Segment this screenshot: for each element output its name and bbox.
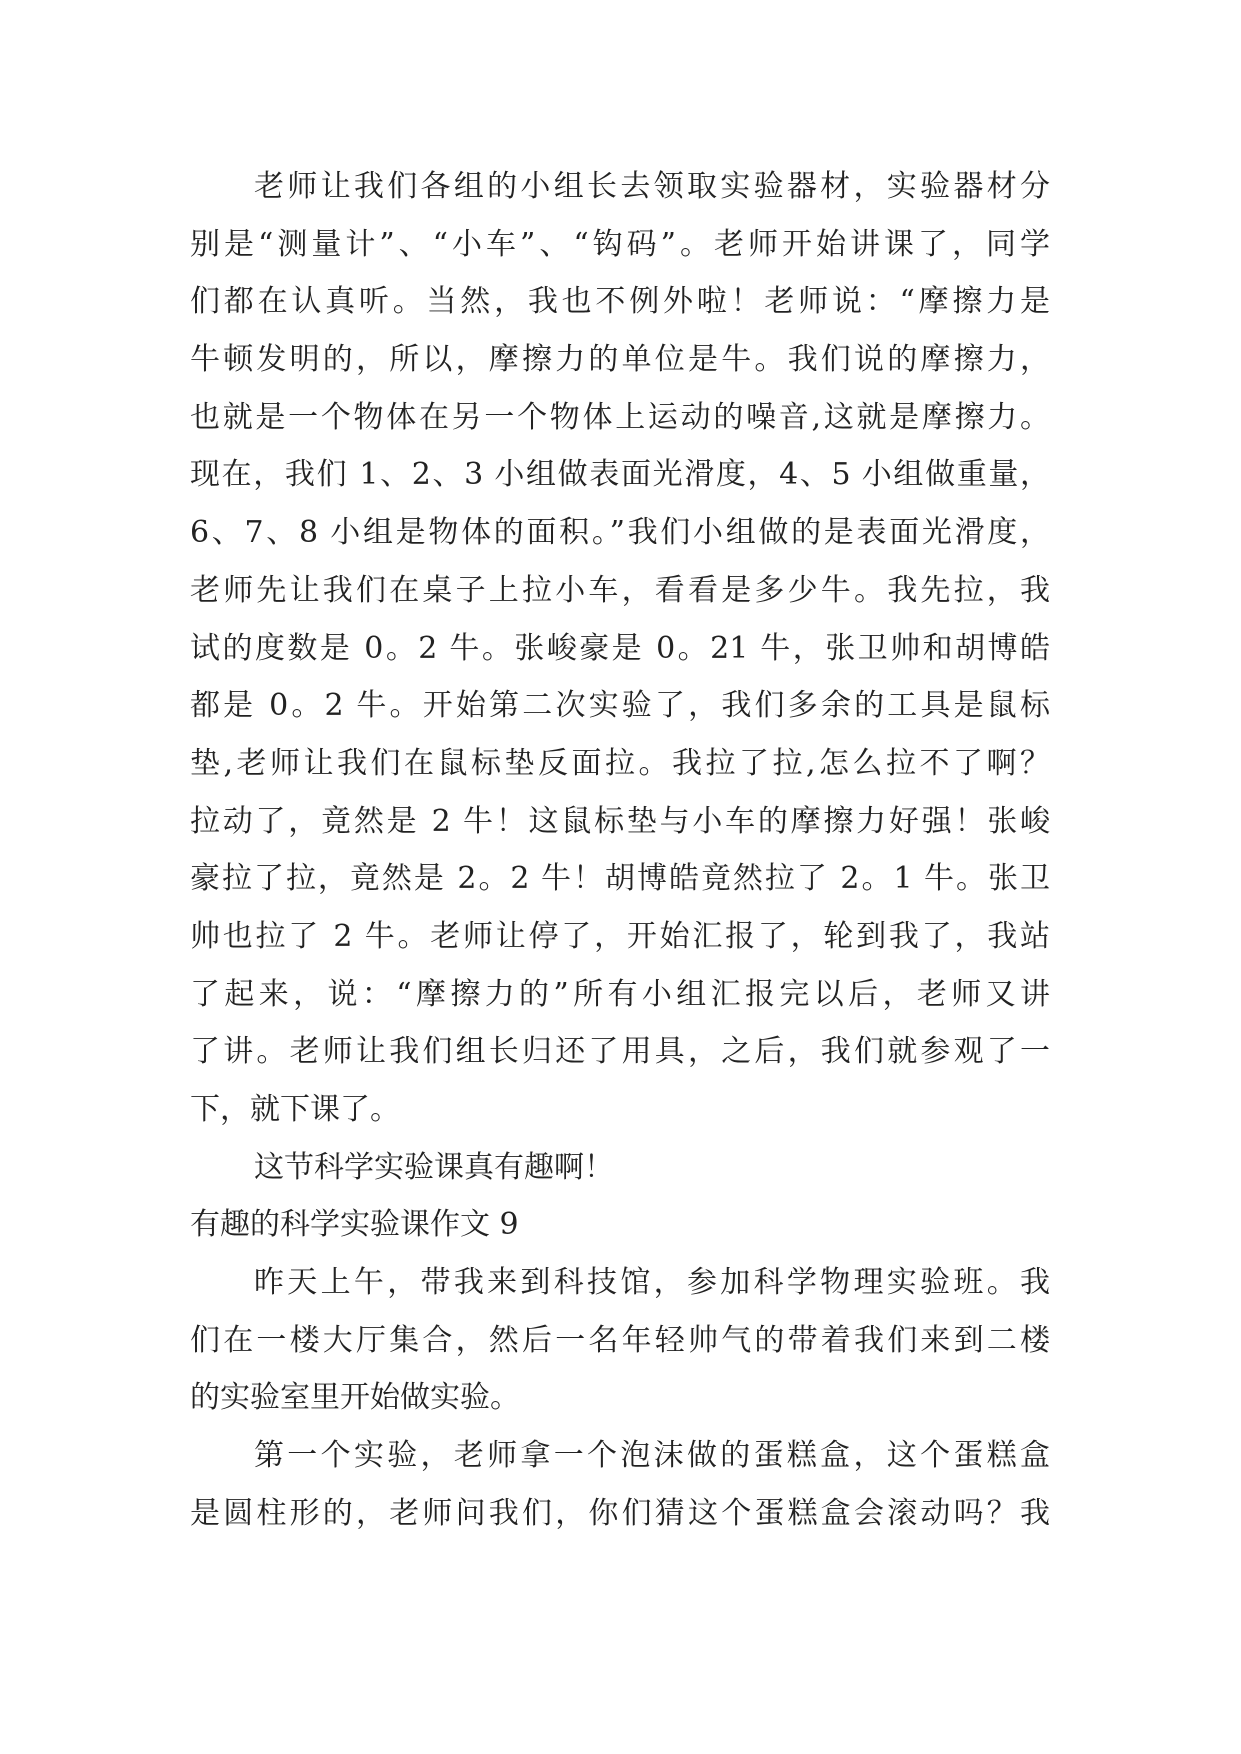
text-line: 帅也拉了 2 牛。老师让停了，开始汇报了，轮到我了，我站 — [190, 918, 1050, 954]
text-line: 昨天上午，带我来到科技馆，参加科学物理实验班。我 — [254, 1265, 1050, 1301]
text-line: 豪拉了拉，竟然是 2。2 牛！胡博皓竟然拉了 2。1 牛。张卫 — [190, 861, 1050, 897]
text-line: 别是“测量计”、“小车”、“钩码”。老师开始讲课了，同学 — [190, 226, 1050, 262]
text-line: 们都在认真听。当然，我也不例外啦！老师说：“摩擦力是 — [190, 284, 1050, 320]
text-line: 现在，我们 1、2、3 小组做表面光滑度，4、5 小组做重量， — [190, 457, 1050, 493]
text-line: 了讲。老师让我们组长归还了用具，之后，我们就参观了一 — [190, 1034, 1050, 1070]
text-line: 老师让我们各组的小组长去领取实验器材，实验器材分 — [254, 169, 1050, 204]
text-line: 是圆柱形的，老师问我们，你们猜这个蛋糕盒会滚动吗？我 — [190, 1495, 1050, 1531]
text-line: 6、7、8 小组是物体的面积。”我们小组做的是表面光滑度， — [190, 515, 1050, 551]
text-line: 也就是一个物体在另一个物体上运动的噪音,这就是摩擦力。 — [190, 399, 1050, 435]
text-line: 这节科学实验课真有趣啊！ — [254, 1149, 614, 1185]
text-line: 试的度数是 0。2 牛。张峻豪是 0。21 牛，张卫帅和胡博皓 — [190, 630, 1050, 666]
text-line: 老师先让我们在桌子上拉小车，看看是多少牛。我先拉，我 — [190, 572, 1050, 608]
text-line: 下，就下课了。 — [190, 1092, 400, 1127]
text-line: 的实验室里开始做实验。 — [190, 1380, 520, 1416]
text-line: 了起来，说：“摩擦力的”所有小组汇报完以后，老师又讲 — [190, 976, 1050, 1012]
text-line: 都是 0。2 牛。开始第二次实验了，我们多余的工具是鼠标 — [190, 688, 1050, 724]
text-line: 牛顿发明的，所以，摩擦力的单位是牛。我们说的摩擦力， — [190, 342, 1050, 378]
text-line: 第一个实验，老师拿一个泡沫做的蛋糕盒，这个蛋糕盒 — [254, 1438, 1050, 1474]
text-line: 有趣的科学实验课作文 9 — [190, 1207, 519, 1243]
document-body — [190, 158, 1050, 1543]
text-line: 们在一楼大厅集合，然后一名年轻帅气的带着我们来到二楼 — [190, 1322, 1050, 1358]
text-line: 拉动了，竟然是 2 牛！这鼠标垫与小车的摩擦力好强！张峻 — [190, 803, 1050, 839]
text-line: 垫,老师让我们在鼠标垫反面拉。我拉了拉,怎么拉不了啊？ — [190, 745, 1050, 781]
